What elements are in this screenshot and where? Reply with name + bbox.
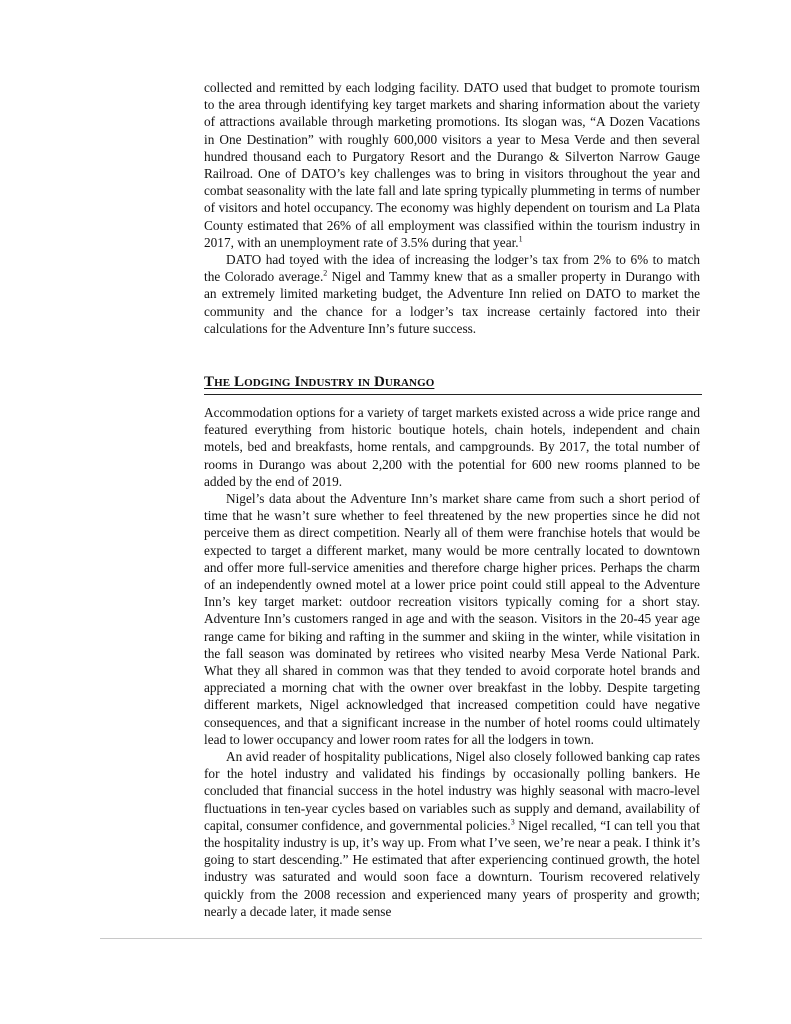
section-body <box>204 404 700 920</box>
continued-text <box>204 79 700 337</box>
section-heading-container <box>204 372 702 395</box>
paragraph-hospitality-cycles-text-b: Nigel recalled, “I can tell you that the hospitality industry is up, it’s way up. From what I’ve seen, we’re near a peak. I think it’s going to start descending.” He estimated that after experiencing continued growth, the hotel industry was saturated and would soon face a downturn. Tourism recovered relatively quickly from the 2008 recession and experienced many years of prosperity and growth; nearly a decade later, it made sense <box>204 817 701 919</box>
footer-divider <box>100 938 702 939</box>
section-heading: The Lodging Industry in Durango <box>204 374 435 390</box>
paragraph-lodgers-tax <box>204 251 700 337</box>
paragraph-lodgers-tax-text-a: DATO had toyed with the idea of increasing the lodger’s tax from 2% to 6% to match the Colorado average. <box>204 252 700 285</box>
paragraph-dato-budget <box>204 79 700 251</box>
footnote-marker-3: 3 <box>510 817 515 827</box>
footnote-marker-2: 2 <box>323 268 328 278</box>
paragraph-lodgers-tax-text-b: Nigel and Tammy knew that as a smaller property in Durango with an extremely limited marketing budget, the Adventure Inn relied on DATO to market the community and the chance for a lodger’s tax increase certainly factored into their calculations for the Adventure Inn’s future success. <box>204 269 700 336</box>
paragraph-hospitality-cycles-text-a: An avid reader of hospitality publications, Nigel also closely followed banking cap rates for the hotel industry and validated his findings by occasionally polling bankers. He concluded that financial success in the hotel industry was highly seasonal with macro-level fluctuations in ten-year cycles based on variables such as supply and demand, availability of capital, consumer confidence, and governmental policies. <box>204 749 700 833</box>
paragraph-market-share: Nigel’s data about the Adventure Inn’s market share came from such a short period of time that he wasn’t sure whether to feel threatened by the new properties since he did not perceive them as direct competition. Nearly all of them were franchise hotels that would be expected to target a different market, many would be more centrally located to downtown and offer more full-service amenities and therefore charge higher prices. Perhaps the charm of an independently owned motel at a lower price point could still appeal to the Adventure Inn’s key target market: outdoor recreation visitors typically coming for a short stay. Adventure Inn’s customers ranged in age and with the season. Visitors in the 20-45 year age range came for biking and rafting in the summer and skiing in the winter, while visitation in the fall season was dominated by retirees who visited nearby Mesa Verde National Park. What they all shared in common was that they tended to avoid corporate hotel brands and appreciated a morning chat with the owner over breakfast in the lobby. Despite targeting different markets, Nigel acknowledged that increased competition could have negative consequences, and that a significant increase in the number of hotel rooms could ultimately lead to lower occupancy and lower room rates for all the lodgers in town. <box>204 491 700 747</box>
paragraph-accommodation-options: Accommodation options for a variety of target markets existed across a wide price range and featured everything from historic boutique hotels, chain hotels, independent and chain motels, bed and breakfasts, home rentals, and campgrounds. By 2017, the total number of rooms in Durango was about 2,200 with the potential for 600 new rooms planned to be added by the end of 2019. <box>204 405 700 489</box>
paragraph-dato-budget-text: collected and remitted by each lodging facility. DATO used that budget to promote tourism to the area through identifying key target markets and sharing information about the variety of attractions available through marketing promotions. Its slogan was, “A Dozen Vacations in One Destination” with roughly 600,000 visitors a year to Mesa Verde and then several hundred thousand each to Purgatory Resort and the Durango & Silverton Narrow Gauge Railroad. One of DATO’s key challenges was to bring in visitors throughout the year and combat seasonality with the late fall and late spring typically plummeting in terms of number of visitors and hotel occupancy. The economy was highly dependent on tourism and La Plata County estimated that 26% of all employment was classified within the tourism industry in 2017, with an unemployment rate of 3.5% during that year. <box>204 80 700 250</box>
footnote-marker-1: 1 <box>518 234 523 244</box>
paragraph-hospitality-cycles <box>204 748 700 920</box>
